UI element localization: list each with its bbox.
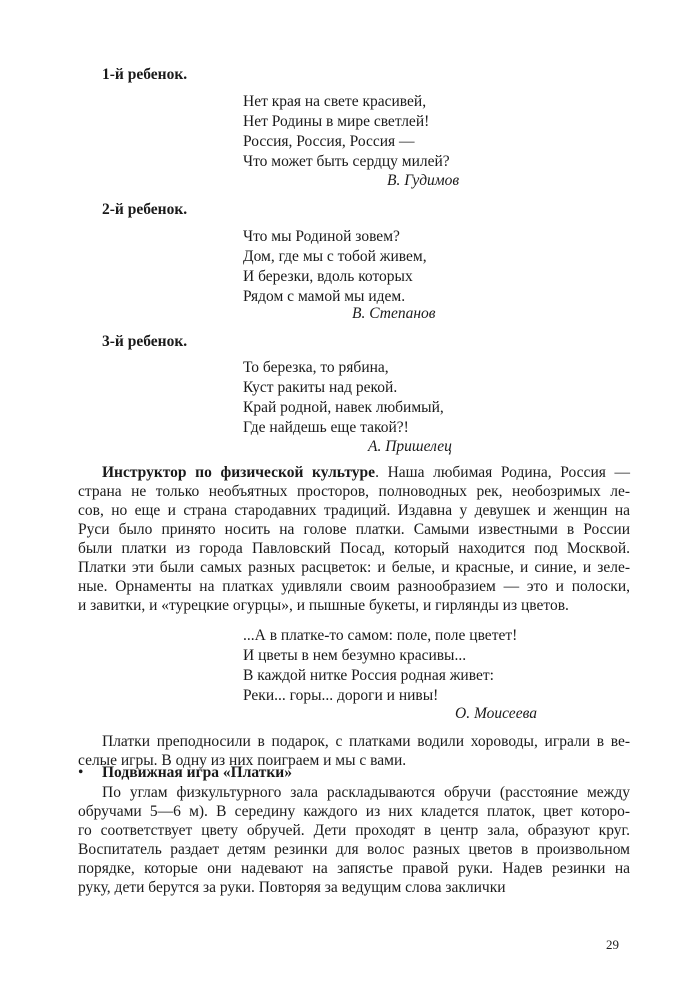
paragraph-line: По углам физкультурного зала раскладываются обручи (расстояние между xyxy=(102,784,630,801)
paragraph-line: и завитки, и «турецкие огурцы», и пышные букеты, и гирлянды из цветов. xyxy=(78,597,569,614)
paragraph-line: обручами 5—6 м). В середину каждого из них кладется платок, цвет которо- xyxy=(78,803,630,820)
paragraph-line: были платки из города Павловский Посад, который находится под Москвой. xyxy=(78,540,630,557)
poem-1 xyxy=(243,92,450,172)
poem-author: О. Моисеева xyxy=(455,705,537,722)
speaker-label: 1-й ребенок xyxy=(102,66,184,83)
speaker-child-3: 3-й ребенок. xyxy=(102,333,188,350)
poem-line: Нет края на свете красивей, xyxy=(243,93,427,110)
speaker-child-1: 1-й ребенок. xyxy=(102,66,188,83)
poem-2 xyxy=(243,227,427,307)
poem-4 xyxy=(243,626,517,706)
page-number: 29 xyxy=(606,937,619,952)
poem-line: Что мы Родиной зовем? xyxy=(243,228,400,245)
speaker-child-2: 2-й ребенок. xyxy=(102,201,188,218)
poem-line: И березки, вдоль которых xyxy=(243,268,413,285)
poem-author: В. Степанов xyxy=(352,305,436,322)
instructor-paragraph xyxy=(78,463,630,615)
paragraph-line: страна не только необъятных просторов, полноводных рек, необозримых ле- xyxy=(78,483,630,500)
bullet-icon: • xyxy=(78,764,84,781)
paragraph-line: порядке, которые они надевают на запястье правой руки. Надев резинки на xyxy=(78,860,630,877)
poem-line: То березка, то рябина, xyxy=(243,359,389,376)
paragraph-line: Руси было принято носить на голове платки. Самыми известными в России xyxy=(78,521,630,538)
speaker-label: 3-й ребенок xyxy=(102,333,184,350)
paragraph-line: го соответствует цвету обручей. Дети проходят в центр зала, образуют круг. xyxy=(78,822,630,839)
game-title: Подвижная игра «Платки» xyxy=(102,764,292,781)
poem-line: Нет Родины в мире светлей! xyxy=(243,113,430,130)
paragraph-line: Платки преподносили в подарок, с платками водили хороводы, играли в ве- xyxy=(102,733,630,750)
paragraph-line: селые игры. В одну из них поиграем и мы с вами. xyxy=(78,752,407,769)
paragraph-line xyxy=(78,463,630,482)
poem-line: ...А в платке-то самом: поле, поле цветет! xyxy=(243,627,518,644)
poem-author: А. Пришелец xyxy=(368,438,452,455)
poem-3 xyxy=(243,358,444,438)
speaker-label: 2-й ребенок xyxy=(102,201,184,218)
poem-line: Где найдешь еще такой?! xyxy=(243,419,409,436)
poem-line: Россия, Россия, Россия — xyxy=(243,133,415,150)
poem-line: Дом, где мы с тобой живем, xyxy=(243,248,427,265)
paragraph-line: ные. Орнаменты на платках удивляли своим разнообразием — это и полоски, xyxy=(78,578,630,595)
poem-line: Край родной, навек любимый, xyxy=(243,399,444,416)
poem-author: В. Гудимов xyxy=(387,172,460,189)
poem-line: Рядом с мамой мы идем. xyxy=(243,288,406,305)
paragraph-line: сов, но еще и страна стародавних традиций. Издавна у девушек и женщин на xyxy=(78,502,630,519)
poem-line: Реки... горы... дороги и нивы! xyxy=(243,687,439,704)
paragraph-line: руку, дети берутся за руки. Повторяя за ведущим слова заклички xyxy=(78,879,506,896)
paragraph-line: Платки эти были самых разных расцветок: и белые, и красные, и синие, и зеле- xyxy=(78,559,630,576)
paragraph-line: Воспитатель раздает детям резинки для волос разных цветов в произвольном xyxy=(78,841,630,858)
paragraph-text: . Наша любимая Родина, Россия — xyxy=(375,464,630,481)
poem-line: Куст ракиты над рекой. xyxy=(243,379,398,396)
game-paragraph xyxy=(78,783,630,897)
instructor-label: Инструктор по физической культуре xyxy=(102,464,376,481)
poem-line: Что может быть сердцу милей? xyxy=(243,153,450,170)
poem-line: И цветы в нем безумно красивы... xyxy=(243,647,467,664)
poem-line: В каждой нитке Россия родная живет: xyxy=(243,667,494,684)
